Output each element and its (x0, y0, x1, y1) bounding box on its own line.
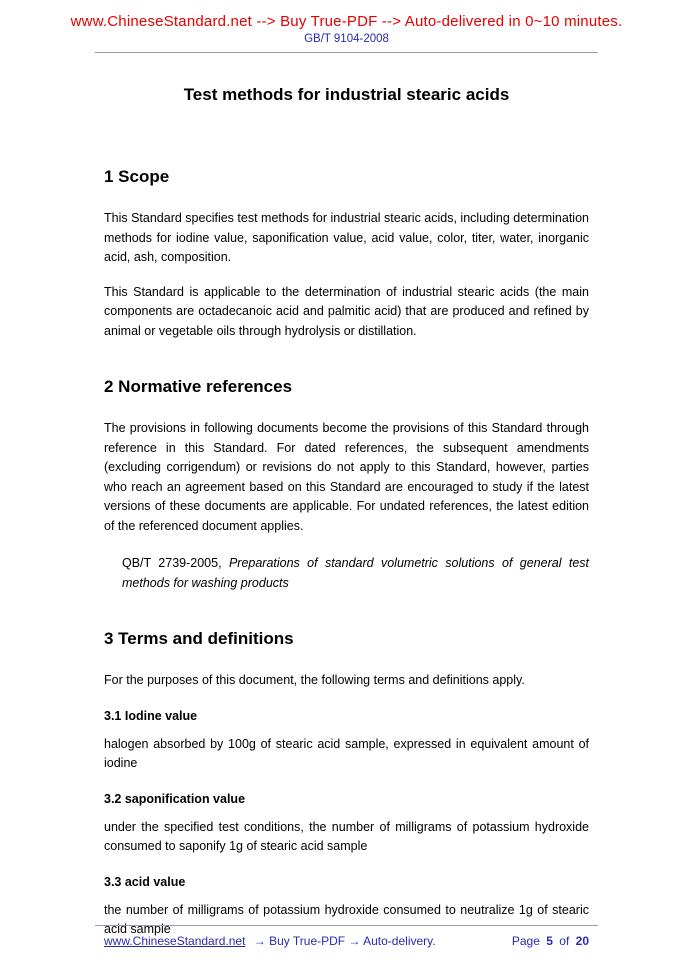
footer-website-link[interactable]: www.ChineseStandard.net (104, 934, 246, 948)
section-heading-scope: 1 Scope (104, 167, 170, 186)
term-heading-saponification-value: 3.2 saponification value (104, 791, 246, 806)
page-footer (0, 918, 693, 948)
scope-paragraph-1: This Standard specifies test methods for industrial stearic acids, including determination methods for iodine value, saponification value, acid value, color, titer, water, inorganic acid, ash, composition. (104, 211, 589, 264)
page-header (0, 0, 693, 53)
terms-intro-paragraph: For the purposes of this document, the following terms and definitions apply. (104, 673, 525, 687)
footer-row (104, 926, 589, 948)
current-page-number: 5 (546, 934, 553, 948)
section-heading-terms-definitions: 3 Terms and definitions (104, 629, 294, 648)
normative-references-paragraph: The provisions in following documents become the provisions of this Standard through reference in this Standard. For dated references, the subsequent amendments (excluding corrigendum) or revisions do not apply to this Standard, however, parties who reach an agreement based on this Standard are encouraged to study if the latest versions of these documents are applicable. For undated references, the latest edition of the referenced document applies. (104, 421, 589, 533)
section-heading-normative-references: 2 Normative references (104, 377, 293, 396)
document-title: Test methods for industrial stearic acids (183, 85, 510, 104)
page-label: Page (511, 934, 540, 948)
promo-banner: www.ChineseStandard.net --> Buy True-PDF --> Auto-delivered in 0~10 minutes. (70, 13, 623, 30)
term-definition-iodine-value: halogen absorbed by 100g of stearic acid sample, expressed in equivalent amount of iodine (104, 736, 589, 770)
total-pages-number: 20 (575, 934, 589, 948)
header-divider (95, 52, 598, 53)
of-label: of (559, 934, 570, 948)
reference-title: Preparations of standard volumetric solutions of general test methods for washing products (122, 556, 589, 590)
term-heading-iodine-value: 3.1 Iodine value (104, 708, 198, 723)
term-definition-acid-value: the number of milligrams of potassium hydroxide consumed to neutralize 1g of stearic acid sample (104, 902, 589, 936)
page-indicator (509, 934, 589, 948)
document-body (0, 85, 693, 940)
term-definition-saponification-value: under the specified test conditions, the number of milligrams of potassium hydroxide consumed to saponify 1g of stearic acid sample (104, 819, 589, 853)
footer-promo (104, 934, 436, 948)
term-heading-acid-value: 3.3 acid value (104, 874, 186, 889)
footer-promo-text: → Buy True-PDF → Auto-delivery. (253, 934, 436, 948)
reference-code: QB/T 2739-2005, (122, 556, 222, 570)
scope-paragraph-2: This Standard is applicable to the determination of industrial stearic acids (the main components are octadecanoic acid and palmitic acid) that are produced and refined by animal or vegetable oils through hydrolysis or distillation. (104, 284, 589, 338)
standard-code: GB/T 9104-2008 (304, 33, 389, 45)
normative-reference-entry (122, 554, 589, 593)
